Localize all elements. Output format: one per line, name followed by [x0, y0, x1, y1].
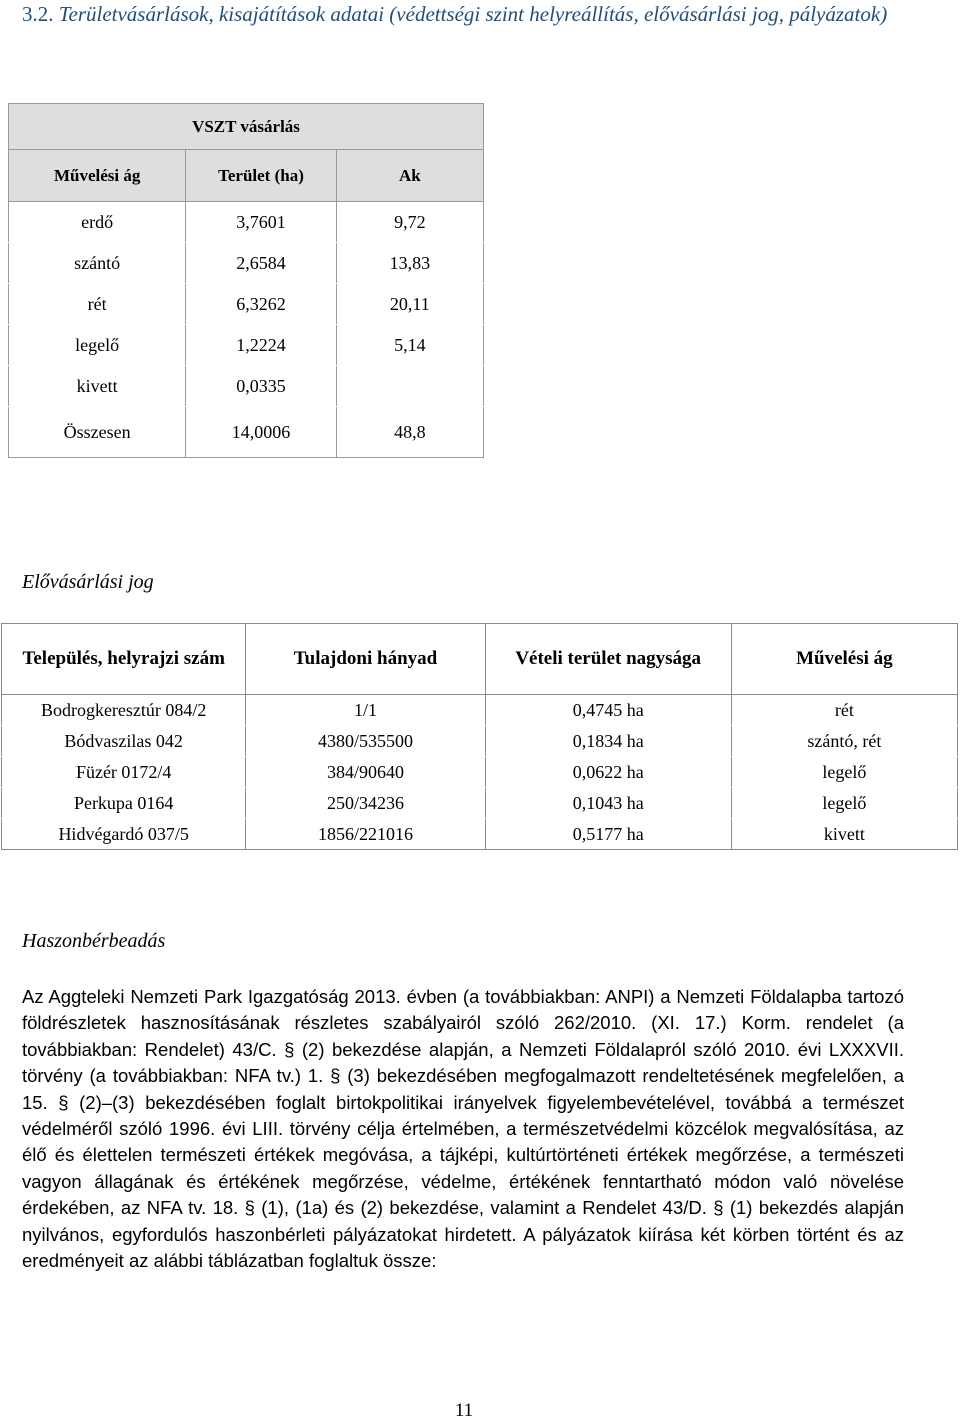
preemption-cell: 1856/221016 — [246, 819, 485, 850]
vszt-cell: 20,11 — [336, 284, 483, 325]
preemption-cell: Bodrogkeresztúr 084/2 — [2, 695, 246, 726]
vszt-cell: 14,0006 — [186, 407, 336, 458]
table-row — [9, 325, 484, 366]
table-row — [2, 819, 958, 850]
preemption-cell: 0,0622 ha — [485, 757, 731, 788]
table-row — [9, 243, 484, 284]
vszt-caption: VSZT vásárlás — [9, 104, 484, 150]
vszt-cell: 0,0335 — [186, 366, 336, 407]
preemption-cell: legelő — [731, 757, 957, 788]
section-number: 3.2. — [22, 2, 54, 26]
preemption-cell: Hidvégardó 037/5 — [2, 819, 246, 850]
table-row — [2, 695, 958, 726]
table-row — [2, 788, 958, 819]
vszt-header-area: Terület (ha) — [186, 150, 336, 202]
vszt-header-ak: Ak — [336, 150, 483, 202]
preemption-cell: 4380/535500 — [246, 726, 485, 757]
preemption-header-settlement: Település, helyrajzi szám — [2, 624, 246, 695]
preemption-heading: Elővásárlási jog — [22, 571, 154, 593]
table-row — [9, 202, 484, 243]
lease-paragraph: Az Aggteleki Nemzeti Park Igazgatóság 2013. évben (a továbbiakban: ANPI) a Nemzeti Földalapba tartozó földrészletek hasznosításának részletes szabályairól szóló 262/2010. (XI. 17.) Korm. rendelet (a továbbiakban: Rendelet) 43/C. § (2) bekezdése alapján, a Nemzeti Földalapról szóló 2010. évi LXXXVII. törvény (a továbbiakban: NFA tv.) 1. § (3) bekezdésében megfogalmazott rendeltetésének megfelelően, a 15. § (2)–(3) bekezdésében foglalt birtokpolitikai irányelvek figyelembevételével, továbbá a természet védelméről szóló 1996. évi LIII. törvény célja értelmében, a természetvédelmi közcélok megvalósítása, az élő és élettelen természeti értékek megóvása, a tájképi, kultúrtörténeti értékek megőrzése, a természeti vagyon állagának és értékének megőrzése, védelme, értékének fenntartható módon való növelése érdekében, az NFA tv. 18. § (1), (1a) és (2) bekezdése, valamint a Rendelet 43/D. § (1) bekezdés alapján nyilvános, egyfordulós haszonbérleti pályázatokat hirdetett. A pályázatok kiírása két körben történt és az eredményeit az alábbi táblázatban foglaltuk össze: — [22, 986, 904, 1272]
vszt-cell: 5,14 — [336, 325, 483, 366]
preemption-cell: Bódvaszilas 042 — [2, 726, 246, 757]
vszt-cell: 3,7601 — [186, 202, 336, 243]
preemption-cell: 0,5177 ha — [485, 819, 731, 850]
preemption-cell: legelő — [731, 788, 957, 819]
preemption-header-area: Vételi terület nagysága — [485, 624, 731, 695]
vszt-cell: 1,2224 — [186, 325, 336, 366]
vszt-cell: erdő — [9, 202, 186, 243]
vszt-cell: kivett — [9, 366, 186, 407]
table-row — [9, 284, 484, 325]
lease-heading: Haszonbérbeadás — [22, 930, 166, 952]
table-row-total — [9, 407, 484, 458]
table-row — [9, 366, 484, 407]
preemption-cell: 384/90640 — [246, 757, 485, 788]
preemption-cell: Perkupa 0164 — [2, 788, 246, 819]
vszt-cell: 6,3262 — [186, 284, 336, 325]
section-title-text: Területvásárlások, kisajátítások adatai (védettségi szint helyreállítás, elővásárlási jog, pályázatok) — [58, 2, 888, 26]
preemption-cell: rét — [731, 695, 957, 726]
vszt-header-cultivation: Művelési ág — [9, 150, 186, 202]
vszt-cell: 13,83 — [336, 243, 483, 284]
table-row — [2, 757, 958, 788]
preemption-header-cultivation: Művelési ág — [731, 624, 957, 695]
preemption-cell: Füzér 0172/4 — [2, 757, 246, 788]
vszt-purchase-table — [8, 103, 484, 458]
vszt-cell: Összesen — [9, 407, 186, 458]
table-row — [2, 726, 958, 757]
preemption-cell: szántó, rét — [731, 726, 957, 757]
preemption-cell: 0,1834 ha — [485, 726, 731, 757]
vszt-cell: 48,8 — [336, 407, 483, 458]
preemption-cell: 0,4745 ha — [485, 695, 731, 726]
preemption-header-ownership: Tulajdoni hányad — [246, 624, 485, 695]
vszt-cell — [336, 366, 483, 407]
preemption-cell: 0,1043 ha — [485, 788, 731, 819]
section-title — [22, 0, 922, 28]
vszt-cell: szántó — [9, 243, 186, 284]
vszt-cell: 2,6584 — [186, 243, 336, 284]
preemption-cell: kivett — [731, 819, 957, 850]
vszt-cell: legelő — [9, 325, 186, 366]
preemption-table — [1, 623, 958, 850]
preemption-cell: 250/34236 — [246, 788, 485, 819]
preemption-cell: 1/1 — [246, 695, 485, 726]
vszt-cell: 9,72 — [336, 202, 483, 243]
page-number: 11 — [454, 1400, 474, 1421]
vszt-cell: rét — [9, 284, 186, 325]
